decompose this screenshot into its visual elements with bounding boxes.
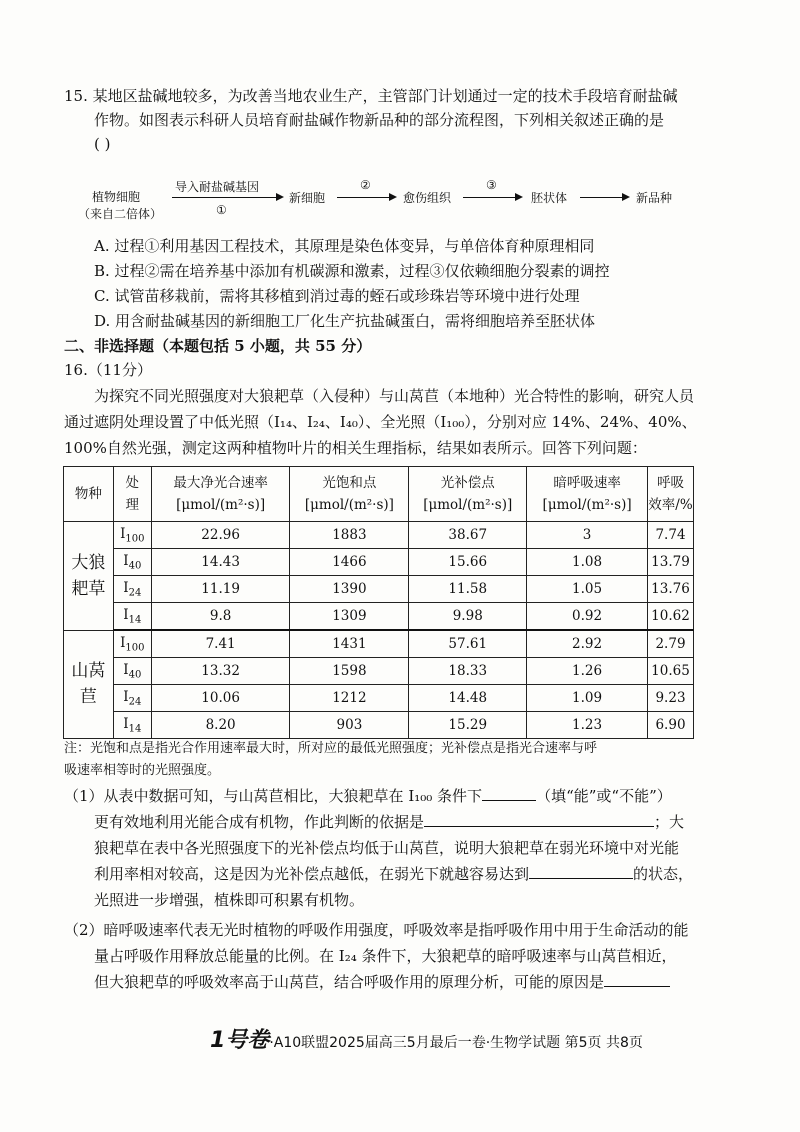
table-cell: 1.23 [527,712,648,739]
q16-intro-line1: 为探究不同光照强度对大狼耙草（入侵种）与山莴苣（本地种）光合特性的影响，研究人员 [94,387,695,405]
table-cell: 13.79 [648,549,694,576]
sub2-line1: （2）暗呼吸速率代表无光时植物的呼吸作用强度，呼吸效率是指呼吸作用中用于生命活动的能 [64,921,689,939]
table-row [64,685,694,712]
q15-option-c: C. 试管苗移栽前，需将其移植到消过毒的蛭石或珍珠岩等环境中进行处理 [94,287,580,305]
table-cell: 38.67 [409,522,527,549]
table-cell: 7.74 [648,522,694,549]
footer-text: ·A10联盟2025届高三5月最后一卷·生物学试题 第5页 共8页 [269,1035,643,1051]
sub1-line2 [94,812,684,832]
table-cell: $I_{14}$ [113,712,151,739]
q15-answer-paren: ( ) [94,135,111,153]
header-treatment: 处 理 [113,467,151,522]
table-cell: 18.33 [409,658,527,685]
q16-data-table [63,466,694,739]
table-cell: 903 [290,712,409,739]
sub1-line2-tail: ；大 [654,813,685,831]
answer-blank-1[interactable] [482,786,536,801]
flow-node-embryoid: 胚状体 [531,191,568,205]
flow-arrow3-step: ③ [486,178,497,192]
table-cell: 2.92 [527,630,648,658]
flow-arrow1-step: ① [216,203,227,217]
page-footer [210,1023,643,1054]
table-cell: 9.23 [648,685,694,712]
sub2-line3-text: 但大狼耙草的呼吸效率高于山莴苣，结合呼吸作用的原理分析，可能的原因是 [94,973,605,991]
flow-arrow-1 [172,197,282,198]
publisher-logo: 1号卷 [210,1028,270,1053]
header-respiration-efficiency: 呼吸 效率/% [648,467,694,522]
table-cell: $I_{24}$ [113,685,151,712]
table-cell: 57.61 [409,630,527,658]
table-row [64,712,694,739]
sub1-line1 [64,786,672,806]
flow-node-callus: 愈伤组织 [403,191,452,205]
q16-intro-line3: 100%自然光强，测定这两种植物叶片的相关生理指标，结果如表所示。回答下列问题： [64,439,647,457]
table-cell: 1431 [290,630,409,658]
q15-stem-line2: 作物。如图表示科研人员培育耐盐碱作物新品种的部分流程图，下列相关叙述正确的是 [94,111,665,129]
table-cell: 11.58 [409,576,527,603]
table-cell: 15.66 [409,549,527,576]
table-cell: 1.26 [527,658,648,685]
q15-stem-line1: 15. 某地区盐碱地较多，为改善当地农业生产，主管部门计划通过一定的技术手段培育耐盐碱 [64,87,678,105]
sub1-line4 [94,864,693,884]
q16-intro-line2: 通过遮阴处理设置了中低光照（I₁₄、I₂₄、I₄₀）、全光照（I₁₀₀），分别对应 14%、24%、40%、 [64,413,697,431]
table-cell: 1883 [290,522,409,549]
header-light-compensation: 光补偿点 [μmol/(m²·s)] [409,467,527,522]
header-dark-respiration: 暗呼吸速率 [μmol/(m²·s)] [527,467,648,522]
sub1-line5: 光照进一步增强，植株即可积累有机物。 [94,891,365,909]
table-cell: 1309 [290,603,409,631]
table-cell: $I_{100}$ [113,522,151,549]
table-cell: 3 [527,522,648,549]
table-cell: 15.29 [409,712,527,739]
flow-arrow2-step: ② [360,178,371,192]
table-cell: 11.19 [151,576,290,603]
flow-node-new-cell: 新细胞 [289,191,326,205]
table-cell: 9.8 [151,603,290,631]
sub1-line1-hint: （填“能”或“不能”） [536,787,672,805]
table-cell: 10.62 [648,603,694,631]
species-cell-lettuce: 山莴 苣 [64,630,114,739]
answer-blank-2[interactable] [424,812,654,827]
flow-arrow-3 [463,197,521,198]
table-cell: 2.79 [648,630,694,658]
table-cell: 9.98 [409,603,527,631]
answer-blank-4[interactable] [604,972,670,987]
table-cell: 1.09 [527,685,648,712]
table-cell: 13.32 [151,658,290,685]
flow-arrow-2 [337,197,395,198]
table-cell: 7.41 [151,630,290,658]
sub1-line4-text: 利用率相对较高，这是因为光补偿点越低，在弱光下就越容易达到 [94,865,530,883]
table-cell: 10.06 [151,685,290,712]
flow-arrow-4 [580,197,628,198]
table-cell: $I_{14}$ [113,603,151,631]
section-heading: 二、非选择题（本题包括 5 小题，共 55 分） [64,337,372,355]
table-cell: $I_{100}$ [113,630,151,658]
table-row [64,630,694,658]
table-cell: 22.96 [151,522,290,549]
header-max-net-photosynthesis: 最大净光合速率 [μmol/(m²·s)] [151,467,290,522]
answer-blank-3[interactable] [529,864,633,879]
table-row [64,522,694,549]
sub1-line3: 狼耙草在表中各光照强度下的光补偿点均低于山莴苣，说明大狼耙草在弱光环境中对光能 [94,839,680,857]
table-row [64,576,694,603]
table-cell: 1598 [290,658,409,685]
sub1-line2-text: 更有效地利用光能合成有机物，作此判断的依据是 [94,813,425,831]
table-cell: 13.76 [648,576,694,603]
sub1-line1-text: （1）从表中数据可知，与山莴苣相比，大狼耙草在 I₁₀₀ 条件下 [64,787,483,805]
header-species: 物种 [64,467,114,522]
q16-header: 16.（11分） [64,361,152,379]
q15-option-d: D. 用含耐盐碱基因的新细胞工厂化生产抗盐碱蛋白，需将细胞培养至胚状体 [94,312,596,330]
table-cell: 1.05 [527,576,648,603]
flow-arrow1-label: 导入耐盐碱基因 [175,180,260,194]
table-cell: 14.43 [151,549,290,576]
q15-option-b: B. 过程②需在培养基中添加有机碳源和激素，过程③仅依赖细胞分裂素的调控 [94,262,610,280]
species-cell-bidens: 大狼 耙草 [64,522,114,631]
table-note-line1: 注：光饱和点是指光合作用速率最大时，所对应的最低光照强度；光补偿点是指光合速率与呼 [64,741,598,756]
q15-option-a: A. 过程①利用基因工程技术，其原理是染色体变异，与单倍体育种原理相同 [94,237,595,255]
table-cell: $I_{40}$ [113,658,151,685]
table-cell: 1212 [290,685,409,712]
header-light-saturation: 光饱和点 [μmol/(m²·s)] [290,467,409,522]
table-cell: 1390 [290,576,409,603]
sub1-line4-tail: 的状态， [633,865,694,883]
table-cell: $I_{24}$ [113,576,151,603]
table-row [64,603,694,631]
table-cell: 14.48 [409,685,527,712]
sub2-line2: 量占呼吸作用释放总能量的比例。在 I₂₄ 条件下，大狼耙草的暗呼吸速率与山莴苣相近， [94,947,677,965]
table-cell: 6.90 [648,712,694,739]
flow-start-line1: 植物细胞 [92,190,141,204]
table-cell: 10.65 [648,658,694,685]
table-note-line2: 吸速率相等时的光照强度。 [64,763,221,778]
table-cell: 1.08 [527,549,648,576]
table-header-row [64,467,694,522]
table-cell: 8.20 [151,712,290,739]
table-cell: $I_{40}$ [113,549,151,576]
sub2-line3 [94,972,670,992]
table-cell: 1466 [290,549,409,576]
table-row [64,549,694,576]
table-row [64,658,694,685]
table-cell: 0.92 [527,603,648,631]
flow-node-new-variety: 新品种 [636,191,673,205]
flow-start-line2: （来自二倍体） [78,207,163,221]
